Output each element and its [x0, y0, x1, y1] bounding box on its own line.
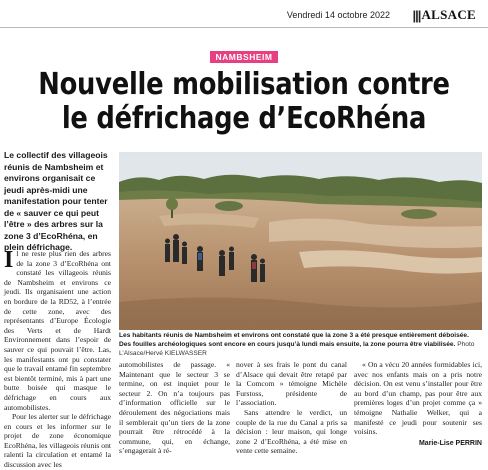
page-header	[0, 0, 488, 28]
caption-text: Les habitants réunis de Nambsheim et environs ont constaté que la zone 3 a été presque entièrement déboisée. Des fouilles archéologiques sont encore en cours jusqu’à lundi mais ensuite, la zone pourra être viabilisée.	[119, 332, 469, 348]
body-column-4	[354, 360, 482, 448]
header-rule	[0, 27, 488, 28]
paragraph	[4, 249, 111, 412]
paragraph-text: l ne reste plus rien des arbres de la zone 3 d’EcoRhéna ont constaté les villageois réunis de Nambsheim et environs ce jeudi. Ils organisaient une action en bordure de la RD52, à l’entrée de cette zone, avec des représentants d’Europe Écologie des Verts et de Hardt Environnement dans l’espoir de sauver ce qui pouvait l’être. Las, les manifestants ont pu constater que le travail entamé fin septembre est bientôt terminé, mis à part une butte boisée qui masque le défrichage en cours aux automobilistes.	[4, 249, 111, 412]
logo-text: ALSACE	[421, 7, 476, 22]
kicker-wrap	[0, 47, 488, 65]
drop-cap: I	[4, 247, 14, 273]
headline-line-1: Nouvelle mobilisation contre	[38, 67, 450, 102]
location-kicker: NAMBSHEIM	[210, 51, 279, 63]
paragraph: automobilistes de passage. « Maintenant que le secteur 3 se termine, on est inquiet pour le secteur 2. On n’a toujours pas d’information officielle sur le déroulement des négociations mais il semblerait qu’un tiers de la zone pourrait être rétrocédé à la commune, qui, en échange, s’engagerait à ré-	[119, 360, 230, 456]
photo-caption	[119, 331, 482, 358]
paragraph: Sans attendre le verdict, un couple de la rue du Canal a pris sa décision : leur maison, qui longe zone 2 d’EcoRhéna, a été mise en vente cette semaine.	[236, 407, 347, 456]
alsace-logo-bars-icon: |||	[412, 7, 421, 23]
body-column-2	[119, 360, 230, 456]
issue-date: Vendredi 14 octobre 2022	[286, 10, 390, 20]
article-photo	[119, 152, 482, 330]
photo-credit: Photo L’Alsace/Hervé KIELWASSER	[119, 341, 475, 357]
article-lead: Le collectif des villageois réunis de Nambsheim et environs organisait ce jeudi après-midi une manifestation pour tenter de « sauver ce qui peut l’être » des arbres sur la zone 3 d’EcoRhéna, en plein défrichage.	[4, 150, 108, 252]
author-signature: Marie-Lise PERRIN	[418, 439, 482, 447]
paragraph: « On a vécu 20 années formidables ici, avec nos enfants mais on a pris notre décision. On est venu s’installer pour être au bord d’un champ, pas pour être aux premières loges d’un projet comme ça » témoigne Nathalie Welker, qui a manifesté ce jeudi pour soutenir ses voisins.	[354, 360, 482, 437]
headline-line-2: le défrichage d’EcoRhéna	[61, 101, 427, 136]
newspaper-logo	[413, 6, 476, 24]
photo-illustration	[119, 152, 482, 330]
body-column-3	[236, 360, 347, 456]
paragraph: nover à ses frais le pont du canal d’Alsace qui devait être retapé par la Comcom » témoigne Michèle Furstoss, présidente de l’association.	[236, 360, 347, 408]
body-column-1	[4, 249, 111, 470]
article-headline	[34, 68, 454, 136]
paragraph: Pour les alerter sur le défrichage en cours et les informer sur le projet de zone économique EcoRhéna, les villageois réunis ont ralenti la circulation et entamé la discussion avec les	[4, 412, 111, 470]
